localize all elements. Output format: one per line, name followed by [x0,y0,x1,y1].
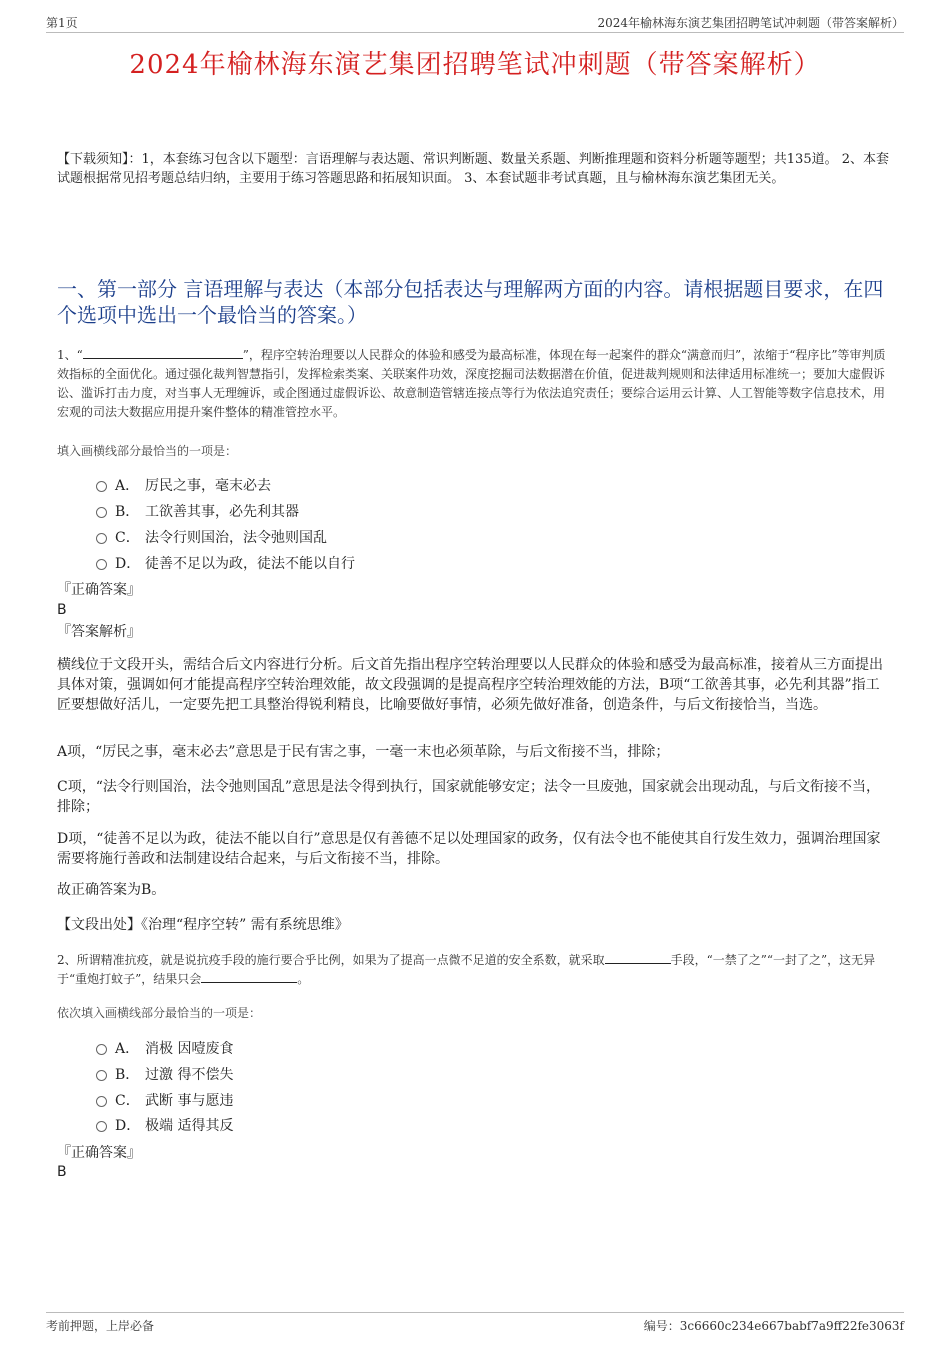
question-1-option-d[interactable] [96,554,355,574]
option-text: 消极 因噎废食 [145,1041,234,1057]
question-2-answer: B [57,1164,67,1180]
radio-icon[interactable] [96,1044,107,1055]
option-letter: B． [115,504,140,520]
analysis-paragraph: 故正确答案为B。 [57,882,166,898]
question-1-option-b[interactable] [96,502,299,522]
download-notice: 【下载须知】：1，本套练习包含以下题型：言语理解与表达题、常识判断题、数量关系题、判断推理题和资料分析题等题型；共135道。 2、本套试题根据常见招考题总结归纳，主要用于练习答题思路和拓展知识面。 3、本套试题非考试真题，且与榆林海东演艺集团无关。 [57,152,889,186]
option-text: 法令行则国治，法令弛则国乱 [145,530,327,546]
question-1-prefix: 1、“ [57,348,83,362]
question-2-option-d[interactable] [96,1116,233,1136]
option-letter: A． [115,1041,140,1057]
question-1-stem [57,346,892,422]
question-2-prefix: 2、所谓精准抗疫，就是说抗疫手段的施行要合乎比例，如果为了提高一点微不足道的安全系数，就采取 [57,953,605,967]
question-2-stem [57,951,892,989]
question-2-option-c[interactable] [96,1091,233,1111]
option-text: 极端 适得其反 [145,1118,234,1134]
option-letter: A． [115,478,140,494]
question-2-option-a[interactable] [96,1039,233,1059]
option-letter: C． [115,530,140,546]
question-1-option-c[interactable] [96,528,327,548]
option-letter: B． [115,1067,140,1083]
question-2-option-b[interactable] [96,1065,233,1085]
option-text: 武断 事与愿违 [145,1093,234,1109]
radio-icon[interactable] [96,533,107,544]
analysis-paragraph: A项，“厉民之事，毫末必去”意思是于民有害之事，一毫一末也必须革除，与后文衔接不当，排除； [57,744,670,760]
question-1-prompt: 填入画横线部分最恰当的一项是： [57,444,238,458]
option-text: 徒善不足以为政，徒法不能以自行 [145,556,355,572]
page-footer [46,1312,904,1335]
header-doc-title: 2024年榆林海东演艺集团招聘笔试冲刺题（带答案解析） [597,16,904,30]
question-1-text: ”，程序空转治理要以人民群众的体验和感受为最高标准，体现在每一起案件的群众“满意而归”，浓缩于“程序比”等审判质效指标的全面优化。通过强化裁判智慧指引，发挥检索类案、关联案件功效，深度挖掘司法数据潜在价值，促进裁判规则和法律适用标准统一；要加大虚假诉讼、滥诉打击力度，对当事人无理缠诉，或企图通过虚假诉讼、故意制造管辖连接点等行为依法追究责任；要综合运用云计算、人工智能等数字信息技术，用宏观的司法大数据应用提升案件整体的精准管控水平。 [57,348,886,419]
radio-icon[interactable] [96,559,107,570]
option-letter: C． [115,1093,140,1109]
footer-serial: 编号：3c6660c234e667babf7a9ff22fe3063f [643,1319,904,1333]
radio-icon[interactable] [96,1121,107,1132]
question-2-prompt: 依次填入画横线部分最恰当的一项是： [57,1006,262,1020]
question-1-answer: B [57,602,67,618]
document-title: 2024年榆林海东演艺集团招聘笔试冲刺题（带答案解析） [129,50,821,80]
question-2-end: 。 [297,972,310,986]
radio-icon[interactable] [96,507,107,518]
analysis-paragraph: D项，“徒善不足以为政，徒法不能以自行”意思是仅有善德不足以处理国家的政务，仅有法令也不能使其自行发生效力，强调治理国家需要将施行善政和法制建设结合起来，与后文衔接不当，排除。 [57,831,881,867]
question-1-analysis-label: 『答案解析』 [57,624,141,640]
question-1-option-a[interactable] [96,476,271,496]
page-number: 第1页 [46,16,78,30]
question-2-mid: 手段，“一禁了之”“一封了之”，这无异于“重炮打蚊子”，结果只会 [57,953,876,986]
option-letter: D． [115,1118,141,1134]
radio-icon[interactable] [96,1070,107,1081]
page-header [46,14,904,33]
radio-icon[interactable] [96,481,107,492]
question-2-blank-2 [201,970,297,983]
question-1-answer-label: 『正确答案』 [57,582,141,598]
source-citation: 【文段出处】《治理“程序空转” 需有系统思维》 [57,917,349,933]
analysis-paragraph: C项，“法令行则国治，法令弛则国乱”意思是法令得到执行，国家就能够安定；法令一旦废弛，国家就会出现动乱，与后文衔接不当，排除； [57,779,881,815]
question-2-blank-1 [605,951,671,964]
question-2-answer-label: 『正确答案』 [57,1145,141,1161]
option-text: 厉民之事，毫末必去 [145,478,271,494]
analysis-paragraph: 横线位于文段开头，需结合后文内容进行分析。后文首先指出程序空转治理要以人民群众的体验和感受为最高标准，接着从三方面提出具体对策，强调如何才能提高程序空转治理效能，故文段强调的是提高程序空转治理效能的方法，B项“工欲善其事，必先利其器”指工匠要想做好活儿，一定要先把工具整治得锐利精良，比喻要做好事情，必须先做好准备，创造条件，与后文衔接恰当，当选。 [57,657,883,713]
question-1-blank [83,346,243,359]
option-letter: D． [115,556,141,572]
section-heading: 一、第一部分 言语理解与表达（本部分包括表达与理解两方面的内容。请根据题目要求，在四个选项中选出一个最恰当的答案。） [57,277,884,327]
option-text: 过激 得不偿失 [145,1067,234,1083]
footer-slogan: 考前押题，上岸必备 [46,1319,155,1333]
option-text: 工欲善其事，必先利其器 [145,504,299,520]
radio-icon[interactable] [96,1096,107,1107]
